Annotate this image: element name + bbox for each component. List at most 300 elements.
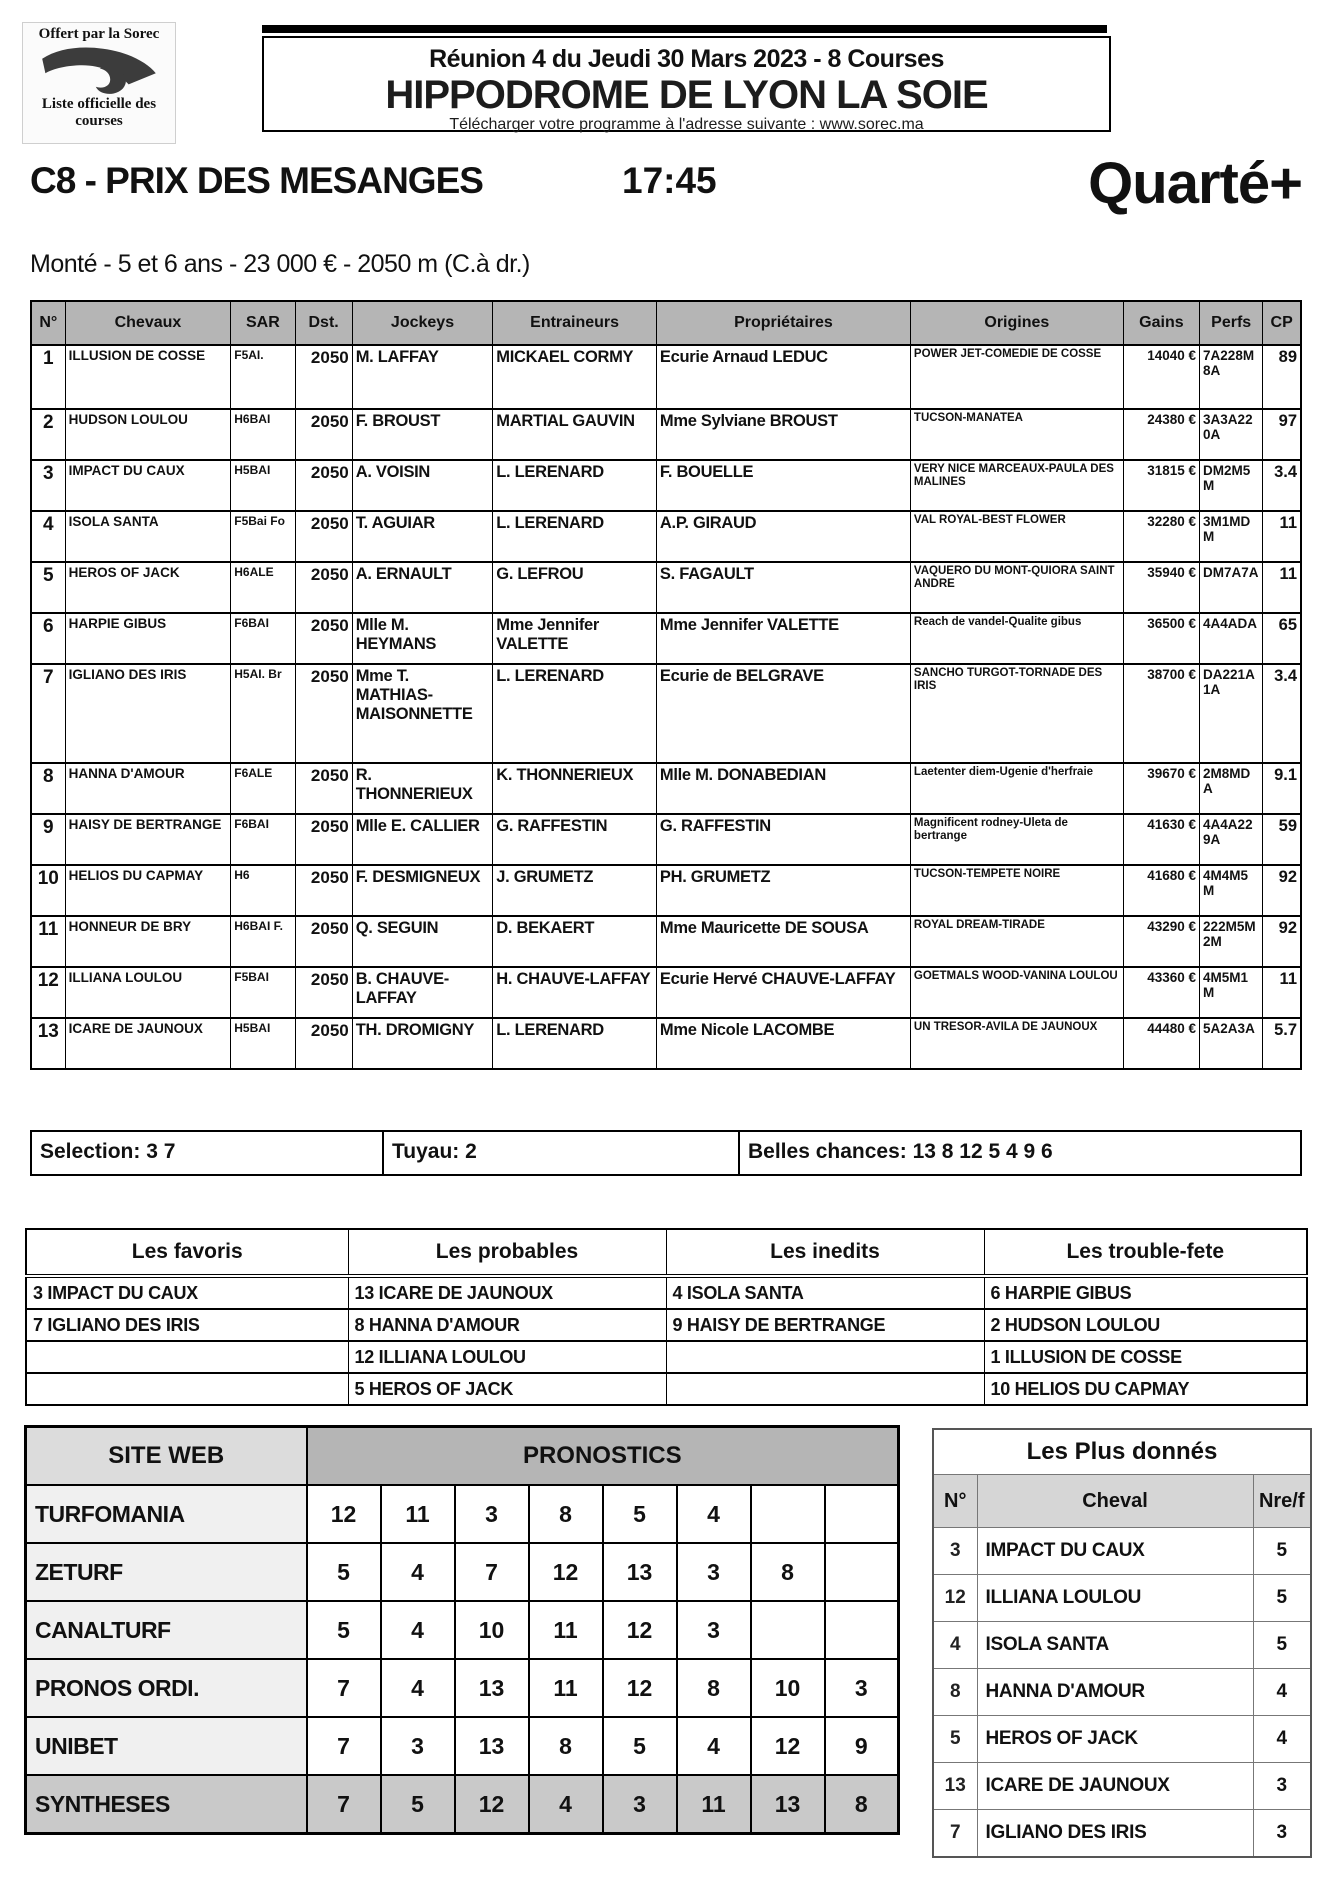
runner-cell-cheval: ICARE DE JAUNOUX <box>65 1018 231 1069</box>
pronostics-value-cell: 7 <box>307 1717 381 1775</box>
plus-donnes-num-cell: 5 <box>933 1716 977 1763</box>
runner-cell-cp: 97 <box>1263 409 1301 460</box>
runner-cell-dst: 2050 <box>295 460 352 511</box>
runner-cell-sar: F5Bai Fo <box>231 511 295 562</box>
runner-cell-cheval: IMPACT DU CAUX <box>65 460 231 511</box>
runner-cell-prop: S. FAGAULT <box>656 562 910 613</box>
runner-cell-cheval: HANNA D'AMOUR <box>65 763 231 814</box>
runner-cell-dst: 2050 <box>295 345 352 409</box>
plus-donnes-tbody <box>933 1429 1311 1857</box>
pronostics-value-cell: 4 <box>381 1543 455 1601</box>
selection-label: Selection: 3 7 <box>32 1132 384 1174</box>
runner-cell-entr: L. LERENARD <box>493 664 657 763</box>
runner-cell-perfs: 7A228M 8A <box>1200 345 1263 409</box>
pronostics-site-cell: ZETURF <box>26 1543 307 1601</box>
runner-cell-entr: MARTIAL GAUVIN <box>493 409 657 460</box>
picks-cell: 10 HELIOS DU CAPMAY <box>984 1373 1307 1405</box>
runner-cell-gains: 43290 € <box>1123 916 1199 967</box>
plus-donnes-row <box>933 1810 1311 1858</box>
pronostics-site-cell: UNIBET <box>26 1717 307 1775</box>
site-web-header: SITE WEB <box>26 1427 307 1486</box>
plus-donnes-num-cell: 4 <box>933 1622 977 1669</box>
runner-cell-jockey: M. LAFFAY <box>352 345 493 409</box>
runner-cell-gains: 39670 € <box>1123 763 1199 814</box>
runner-cell-num: 3 <box>31 460 65 511</box>
download-note: Télécharger votre programme à l'adresse suivante : www.sorec.ma <box>449 116 924 133</box>
runner-cell-entr: G. RAFFESTIN <box>493 814 657 865</box>
pronostics-row <box>26 1717 899 1775</box>
pronostics-value-cell <box>751 1485 825 1543</box>
picks-cell: 6 HARPIE GIBUS <box>984 1276 1307 1309</box>
pronostics-value-cell: 8 <box>529 1717 603 1775</box>
runner-cell-prop: Ecurie Arnaud LEDUC <box>656 345 910 409</box>
pronostics-value-cell <box>825 1485 899 1543</box>
pronostics-row <box>26 1775 899 1834</box>
runner-cell-orig: Laetenter diem-Ugenie d'herfraie <box>910 763 1123 814</box>
runner-cell-cp: 9.1 <box>1263 763 1301 814</box>
pronostics-value-cell <box>825 1601 899 1659</box>
runner-cell-dst: 2050 <box>295 967 352 1018</box>
pronostics-value-cell: 3 <box>455 1485 529 1543</box>
pronostics-value-cell: 13 <box>455 1659 529 1717</box>
pronostics-value-cell: 5 <box>307 1543 381 1601</box>
runner-cell-prop: Mme Sylviane BROUST <box>656 409 910 460</box>
runner-cell-cheval: ISOLA SANTA <box>65 511 231 562</box>
runner-cell-sar: H5AI. Br <box>231 664 295 763</box>
runner-cell-orig: POWER JET-COMEDIE DE COSSE <box>910 345 1123 409</box>
runner-cell-cp: 11 <box>1263 967 1301 1018</box>
runners-column-header: Perfs <box>1200 301 1263 345</box>
race-title-line <box>30 151 1302 216</box>
runner-cell-cheval: ILLUSION DE COSSE <box>65 345 231 409</box>
pronostics-value-cell <box>825 1543 899 1601</box>
picks-column-header: Les favoris <box>26 1229 348 1276</box>
runner-cell-perfs: DA221A 1A <box>1200 664 1263 763</box>
runner-row <box>31 511 1301 562</box>
pronostics-value-cell: 13 <box>751 1775 825 1834</box>
runner-cell-gains: 41630 € <box>1123 814 1199 865</box>
runner-cell-num: 13 <box>31 1018 65 1069</box>
runner-cell-orig: VERY NICE MARCEAUX-PAULA DES MALINES <box>910 460 1123 511</box>
runner-cell-entr: J. GRUMETZ <box>493 865 657 916</box>
runners-column-header: Dst. <box>295 301 352 345</box>
plus-donnes-cheval-cell: ICARE DE JAUNOUX <box>977 1763 1253 1810</box>
logo-top-caption: Offert par la Sorec <box>38 26 160 42</box>
runner-cell-num: 5 <box>31 562 65 613</box>
runner-cell-dst: 2050 <box>295 763 352 814</box>
runner-cell-dst: 2050 <box>295 865 352 916</box>
runner-cell-num: 2 <box>31 409 65 460</box>
pronostics-row <box>26 1601 899 1659</box>
runner-cell-sar: H6BAI F. <box>231 916 295 967</box>
runner-cell-orig: GOETMALS WOOD-VANINA LOULOU <box>910 967 1123 1018</box>
sorec-logo <box>22 22 176 144</box>
runner-row <box>31 865 1301 916</box>
runner-cell-cp: 11 <box>1263 562 1301 613</box>
picks-cell: 7 IGLIANO DES IRIS <box>26 1309 348 1341</box>
pronostics-value-cell: 3 <box>677 1601 751 1659</box>
runner-cell-prop: Mme Mauricette DE SOUSA <box>656 916 910 967</box>
plus-donnes-nref-cell: 5 <box>1253 1622 1311 1669</box>
picks-cell: 8 HANNA D'AMOUR <box>348 1309 666 1341</box>
runner-cell-cheval: IGLIANO DES IRIS <box>65 664 231 763</box>
runner-cell-entr: MICKAEL CORMY <box>493 345 657 409</box>
pronostics-value-cell: 7 <box>455 1543 529 1601</box>
plus-donnes-cheval-cell: IGLIANO DES IRIS <box>977 1810 1253 1858</box>
pronostics-value-cell: 7 <box>307 1659 381 1717</box>
plus-donnes-row <box>933 1575 1311 1622</box>
runner-cell-cheval: HELIOS DU CAPMAY <box>65 865 231 916</box>
runner-cell-entr: K. THONNERIEUX <box>493 763 657 814</box>
pronostics-value-cell: 4 <box>381 1601 455 1659</box>
runner-cell-sar: H5BAI <box>231 460 295 511</box>
runner-cell-gains: 43360 € <box>1123 967 1199 1018</box>
plus-donnes-row <box>933 1669 1311 1716</box>
runner-cell-gains: 44480 € <box>1123 1018 1199 1069</box>
bet-type-label: Quarté+ <box>1088 151 1302 216</box>
runner-cell-prop: Ecurie Hervé CHAUVE-LAFFAY <box>656 967 910 1018</box>
runner-cell-perfs: DM2M5 M <box>1200 460 1263 511</box>
runners-table <box>30 300 1302 1070</box>
plus-donnes-title: Les Plus donnés <box>933 1429 1311 1475</box>
runner-cell-jockey: B. CHAUVE-LAFFAY <box>352 967 493 1018</box>
pronostics-site-cell: SYNTHESES <box>26 1775 307 1834</box>
pronostics-value-cell: 12 <box>603 1601 677 1659</box>
picks-cell: 4 ISOLA SANTA <box>666 1276 984 1309</box>
pronostics-site-cell: CANALTURF <box>26 1601 307 1659</box>
runner-cell-entr: D. BEKAERT <box>493 916 657 967</box>
picks-cell: 12 ILLIANA LOULOU <box>348 1341 666 1373</box>
pronostics-table <box>24 1425 900 1835</box>
runner-cell-sar: H6 <box>231 865 295 916</box>
plus-donnes-column-header: Nre/f <box>1253 1475 1311 1528</box>
plus-donnes-column-header: Cheval <box>977 1475 1253 1528</box>
race-time: 17:45 <box>622 160 717 201</box>
runner-cell-orig: VAL ROYAL-BEST FLOWER <box>910 511 1123 562</box>
pronostics-value-cell <box>751 1601 825 1659</box>
runner-cell-sar: H6BAI <box>231 409 295 460</box>
runner-cell-gains: 38700 € <box>1123 664 1199 763</box>
pronostics-value-cell: 11 <box>529 1659 603 1717</box>
runner-cell-dst: 2050 <box>295 1018 352 1069</box>
plus-donnes-num-cell: 13 <box>933 1763 977 1810</box>
picks-cell <box>666 1341 984 1373</box>
meeting-title: Réunion 4 du Jeudi 30 Mars 2023 - 8 Courses <box>429 45 944 73</box>
runner-cell-gains: 24380 € <box>1123 409 1199 460</box>
runner-cell-sar: F6ALE <box>231 763 295 814</box>
pronostics-value-cell: 8 <box>529 1485 603 1543</box>
runners-column-header: CP <box>1263 301 1301 345</box>
logo-bottom-caption: Liste officielle des courses <box>41 96 157 129</box>
runner-cell-prop: F. BOUELLE <box>656 460 910 511</box>
pronostics-value-cell: 12 <box>603 1659 677 1717</box>
runner-cell-num: 12 <box>31 967 65 1018</box>
plus-donnes-column-header: N° <box>933 1475 977 1528</box>
runner-cell-jockey: Mlle M. HEYMANS <box>352 613 493 664</box>
selection-strip <box>30 1130 1302 1176</box>
runner-cell-jockey: Mlle E. CALLIER <box>352 814 493 865</box>
belles-chances-label: Belles chances: 13 8 12 5 4 9 6 <box>748 1140 1053 1163</box>
pronostics-header: PRONOSTICS <box>307 1427 899 1486</box>
plus-donnes-title-row <box>933 1429 1311 1475</box>
pronostics-value-cell: 5 <box>307 1601 381 1659</box>
pronostics-row <box>26 1485 899 1543</box>
runner-cell-entr: L. LERENARD <box>493 460 657 511</box>
runner-cell-entr: L. LERENARD <box>493 511 657 562</box>
runner-cell-num: 9 <box>31 814 65 865</box>
runner-cell-dst: 2050 <box>295 613 352 664</box>
pronostics-value-cell: 5 <box>603 1485 677 1543</box>
runner-cell-prop: Ecurie de BELGRAVE <box>656 664 910 763</box>
runner-cell-entr: G. LEFROU <box>493 562 657 613</box>
runner-cell-prop: PH. GRUMETZ <box>656 865 910 916</box>
runner-cell-orig: Magnificent rodney-Uleta de bertrange <box>910 814 1123 865</box>
runner-cell-jockey: R. THONNERIEUX <box>352 763 493 814</box>
pronostics-row <box>26 1659 899 1717</box>
pronostics-value-cell: 11 <box>381 1485 455 1543</box>
runners-column-header: Entraineurs <box>493 301 657 345</box>
runner-cell-perfs: 4A4A22 9A <box>1200 814 1263 865</box>
picks-row <box>26 1309 1307 1341</box>
runners-column-header: N° <box>31 301 65 345</box>
runner-cell-num: 10 <box>31 865 65 916</box>
plus-donnes-cheval-cell: IMPACT DU CAUX <box>977 1528 1253 1575</box>
picks-header-row <box>26 1229 1307 1276</box>
runner-cell-prop: Mlle M. DONABEDIAN <box>656 763 910 814</box>
runner-row <box>31 460 1301 511</box>
runner-cell-num: 4 <box>31 511 65 562</box>
runner-cell-perfs: 2M8MD A <box>1200 763 1263 814</box>
plus-donnes-nref-cell: 5 <box>1253 1575 1311 1622</box>
runner-cell-dst: 2050 <box>295 916 352 967</box>
picks-column-header: Les inedits <box>666 1229 984 1276</box>
pronostics-value-cell: 3 <box>603 1775 677 1834</box>
hippodrome-name: HIPPODROME DE LYON LA SOIE <box>385 73 988 117</box>
runner-cell-orig: VAQUERO DU MONT-QUIORA SAINT ANDRE <box>910 562 1123 613</box>
runner-cell-sar: H5BAI <box>231 1018 295 1069</box>
runner-cell-orig: SANCHO TURGOT-TORNADE DES IRIS <box>910 664 1123 763</box>
runner-cell-dst: 2050 <box>295 511 352 562</box>
picks-cell <box>26 1341 348 1373</box>
runners-tbody <box>31 345 1301 1069</box>
runner-cell-cheval: HAISY DE BERTRANGE <box>65 814 231 865</box>
runner-cell-sar: H6ALE <box>231 562 295 613</box>
runner-cell-cheval: HUDSON LOULOU <box>65 409 231 460</box>
plus-donnes-row <box>933 1528 1311 1575</box>
runner-cell-gains: 35940 € <box>1123 562 1199 613</box>
runner-cell-sar: F5BAI <box>231 967 295 1018</box>
pronostics-value-cell: 11 <box>529 1601 603 1659</box>
meeting-header-box <box>262 36 1111 132</box>
runner-cell-cheval: ILLIANA LOULOU <box>65 967 231 1018</box>
tuyau-label: Tuyau: 2 <box>384 1132 740 1174</box>
pronostics-value-cell: 12 <box>751 1717 825 1775</box>
plus-donnes-num-cell: 12 <box>933 1575 977 1622</box>
runner-cell-orig: TUCSON-MANATEA <box>910 409 1123 460</box>
runner-cell-gains: 36500 € <box>1123 613 1199 664</box>
pronostics-value-cell: 10 <box>751 1659 825 1717</box>
runner-cell-num: 7 <box>31 664 65 763</box>
runner-cell-cp: 89 <box>1263 345 1301 409</box>
runner-cell-entr: Mme Jennifer VALETTE <box>493 613 657 664</box>
picks-cell: 9 HAISY DE BERTRANGE <box>666 1309 984 1341</box>
runner-cell-cp: 3.4 <box>1263 664 1301 763</box>
runner-cell-perfs: 4A4ADA <box>1200 613 1263 664</box>
runner-cell-num: 8 <box>31 763 65 814</box>
pronostics-value-cell: 3 <box>825 1659 899 1717</box>
pronostics-value-cell: 12 <box>529 1543 603 1601</box>
runner-row <box>31 916 1301 967</box>
pronostics-value-cell: 4 <box>677 1717 751 1775</box>
runner-cell-perfs: 3A3A22 0A <box>1200 409 1263 460</box>
runner-row <box>31 763 1301 814</box>
pronostics-value-cell: 8 <box>825 1775 899 1834</box>
runner-cell-perfs: DM7A7A <box>1200 562 1263 613</box>
runner-cell-num: 6 <box>31 613 65 664</box>
runner-cell-jockey: TH. DROMIGNY <box>352 1018 493 1069</box>
runner-cell-cp: 65 <box>1263 613 1301 664</box>
race-conditions: Monté - 5 et 6 ans - 23 000 € - 2050 m (C.à dr.) <box>30 250 530 278</box>
runner-row <box>31 814 1301 865</box>
runner-row <box>31 562 1301 613</box>
runner-row <box>31 409 1301 460</box>
picks-row <box>26 1373 1307 1405</box>
runner-cell-gains: 14040 € <box>1123 345 1199 409</box>
pronostics-header-row <box>26 1427 899 1486</box>
runner-cell-cp: 92 <box>1263 865 1301 916</box>
runner-cell-gains: 41680 € <box>1123 865 1199 916</box>
pronostics-site-cell: PRONOS ORDI. <box>26 1659 307 1717</box>
plus-donnes-cheval-cell: HANNA D'AMOUR <box>977 1669 1253 1716</box>
runner-cell-cp: 92 <box>1263 916 1301 967</box>
plus-donnes-cheval-cell: HEROS OF JACK <box>977 1716 1253 1763</box>
runner-cell-jockey: F. DESMIGNEUX <box>352 865 493 916</box>
plus-donnes-row <box>933 1763 1311 1810</box>
runner-cell-cp: 59 <box>1263 814 1301 865</box>
runner-cell-prop: Mme Nicole LACOMBE <box>656 1018 910 1069</box>
runner-cell-dst: 2050 <box>295 664 352 763</box>
runner-cell-num: 11 <box>31 916 65 967</box>
runner-row <box>31 1018 1301 1069</box>
pronostics-value-cell: 5 <box>381 1775 455 1834</box>
pronostics-value-cell: 3 <box>677 1543 751 1601</box>
runner-row <box>31 345 1301 409</box>
sorec-horse-icon <box>23 44 175 96</box>
runner-cell-jockey: T. AGUIAR <box>352 511 493 562</box>
runner-cell-jockey: F. BROUST <box>352 409 493 460</box>
runners-column-header: Jockeys <box>352 301 493 345</box>
runners-column-header: Gains <box>1123 301 1199 345</box>
picks-tbody <box>26 1276 1307 1405</box>
pronostics-value-cell: 11 <box>677 1775 751 1834</box>
picks-cell: 2 HUDSON LOULOU <box>984 1309 1307 1341</box>
runner-row <box>31 664 1301 763</box>
plus-donnes-cheval-cell: ISOLA SANTA <box>977 1622 1253 1669</box>
runner-cell-sar: F5AI. <box>231 345 295 409</box>
runner-cell-sar: F6BAI <box>231 814 295 865</box>
runners-header-row <box>31 301 1301 345</box>
pronostics-value-cell: 4 <box>529 1775 603 1834</box>
pronostics-value-cell: 4 <box>381 1659 455 1717</box>
picks-cell: 3 IMPACT DU CAUX <box>26 1276 348 1309</box>
runner-cell-prop: Mme Jennifer VALETTE <box>656 613 910 664</box>
runner-cell-perfs: 4M5M1 M <box>1200 967 1263 1018</box>
pronostics-value-cell: 12 <box>455 1775 529 1834</box>
runner-cell-perfs: 222M5M 2M <box>1200 916 1263 967</box>
pronostics-value-cell: 4 <box>677 1485 751 1543</box>
picks-cell <box>666 1373 984 1405</box>
runner-cell-perfs: 3M1MD M <box>1200 511 1263 562</box>
plus-donnes-num-cell: 7 <box>933 1810 977 1858</box>
runner-cell-dst: 2050 <box>295 814 352 865</box>
picks-cell: 5 HEROS OF JACK <box>348 1373 666 1405</box>
plus-donnes-table <box>932 1428 1312 1858</box>
runner-cell-prop: A.P. GIRAUD <box>656 511 910 562</box>
runner-cell-orig: ROYAL DREAM-TIRADE <box>910 916 1123 967</box>
runner-cell-cp: 3.4 <box>1263 460 1301 511</box>
picks-row <box>26 1341 1307 1373</box>
plus-donnes-cheval-cell: ILLIANA LOULOU <box>977 1575 1253 1622</box>
runner-cell-prop: G. RAFFESTIN <box>656 814 910 865</box>
runner-cell-jockey: Q. SEGUIN <box>352 916 493 967</box>
runner-cell-entr: L. LERENARD <box>493 1018 657 1069</box>
runner-cell-entr: H. CHAUVE-LAFFAY <box>493 967 657 1018</box>
runner-cell-perfs: 4M4M5 M <box>1200 865 1263 916</box>
pronostics-tbody <box>26 1485 899 1834</box>
plus-donnes-nref-cell: 4 <box>1253 1669 1311 1716</box>
runner-cell-cheval: HARPIE GIBUS <box>65 613 231 664</box>
pronostics-site-cell: TURFOMANIA <box>26 1485 307 1543</box>
picks-cell: 1 ILLUSION DE COSSE <box>984 1341 1307 1373</box>
pronostics-value-cell: 13 <box>455 1717 529 1775</box>
picks-table <box>25 1228 1308 1406</box>
pronostics-value-cell: 8 <box>751 1543 825 1601</box>
runner-cell-sar: F6BAI <box>231 613 295 664</box>
pronostics-value-cell: 12 <box>307 1485 381 1543</box>
pronostics-value-cell: 9 <box>825 1717 899 1775</box>
runner-cell-jockey: A. ERNAULT <box>352 562 493 613</box>
runner-cell-orig: UN TRESOR-AVILA DE JAUNOUX <box>910 1018 1123 1069</box>
picks-column-header: Les probables <box>348 1229 666 1276</box>
runner-row <box>31 613 1301 664</box>
runner-cell-gains: 31815 € <box>1123 460 1199 511</box>
plus-donnes-num-cell: 3 <box>933 1528 977 1575</box>
pronostics-value-cell: 3 <box>381 1717 455 1775</box>
runner-cell-dst: 2050 <box>295 562 352 613</box>
picks-cell <box>26 1373 348 1405</box>
runner-cell-num: 1 <box>31 345 65 409</box>
runner-cell-jockey: Mme T. MATHIAS-MAISONNETTE <box>352 664 493 763</box>
picks-row <box>26 1276 1307 1309</box>
pronostics-value-cell: 5 <box>603 1717 677 1775</box>
plus-donnes-nref-cell: 4 <box>1253 1716 1311 1763</box>
pronostics-value-cell: 8 <box>677 1659 751 1717</box>
runner-cell-cheval: HONNEUR DE BRY <box>65 916 231 967</box>
plus-donnes-nref-cell: 3 <box>1253 1810 1311 1858</box>
pronostics-value-cell: 10 <box>455 1601 529 1659</box>
runner-cell-gains: 32280 € <box>1123 511 1199 562</box>
race-title: C8 - PRIX DES MESANGES <box>30 160 483 201</box>
runner-cell-orig: TUCSON-TEMPETE NOIRE <box>910 865 1123 916</box>
plus-donnes-nref-cell: 5 <box>1253 1528 1311 1575</box>
runner-cell-dst: 2050 <box>295 409 352 460</box>
plus-donnes-header-row <box>933 1475 1311 1528</box>
plus-donnes-row <box>933 1622 1311 1669</box>
runner-row <box>31 967 1301 1018</box>
runner-cell-perfs: 5A2A3A <box>1200 1018 1263 1069</box>
plus-donnes-row <box>933 1716 1311 1763</box>
runner-cell-cheval: HEROS OF JACK <box>65 562 231 613</box>
